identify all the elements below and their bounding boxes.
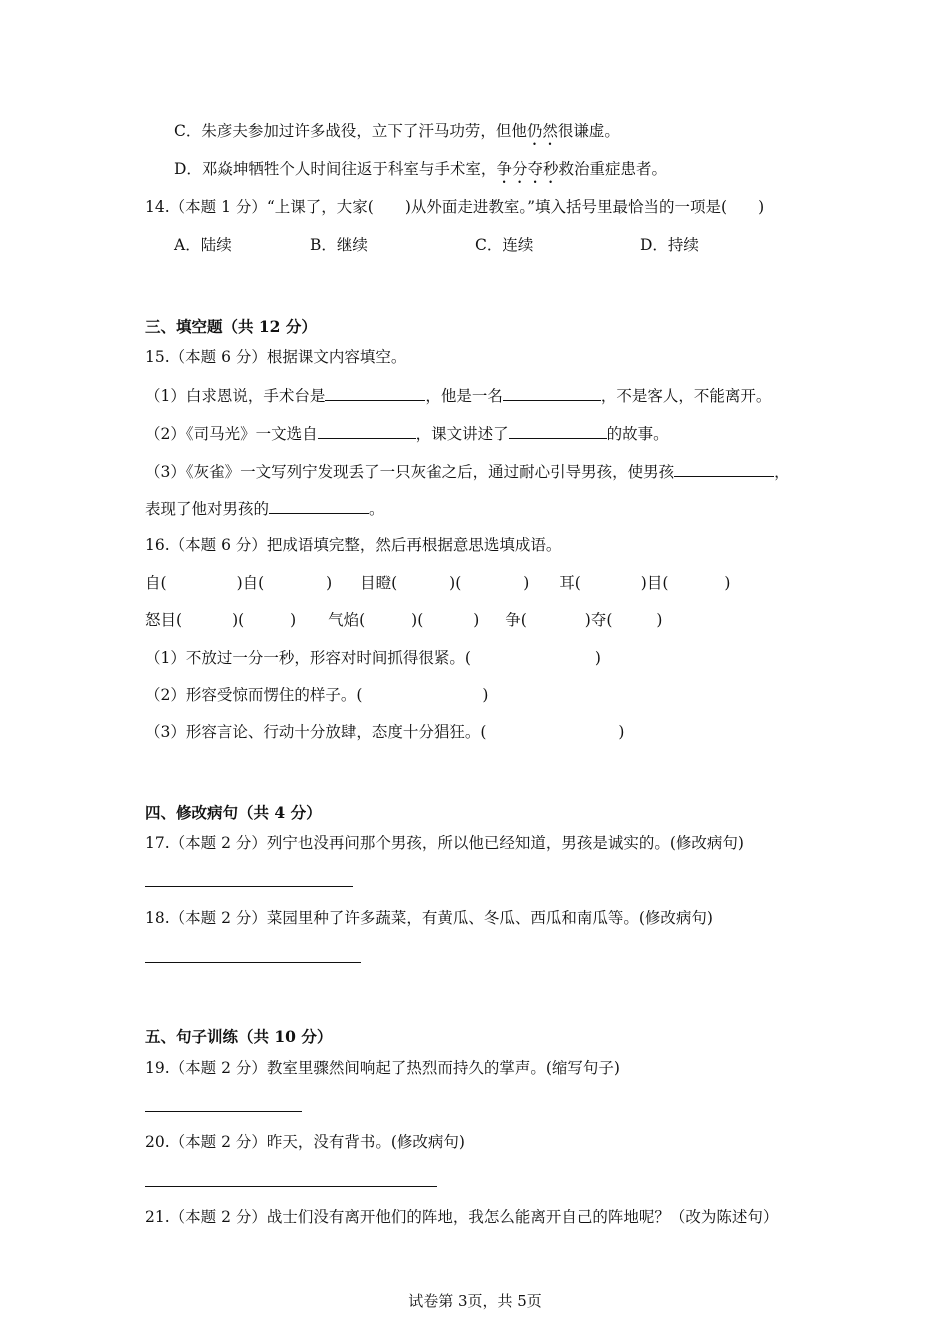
q15-part-3-blank-1[interactable] [674, 460, 774, 477]
q17-answer-line[interactable] [145, 886, 353, 887]
q16-idiom-4-part-b: )( [232, 611, 245, 629]
q16-meaning-3 [145, 721, 624, 743]
q20-stem: 20.（本题 2 分）昨天，没有背书。(修改病句) [145, 1133, 465, 1151]
q16-idiom-5-part-a: 气焰( [328, 611, 366, 629]
q19-answer-line[interactable] [145, 1111, 302, 1112]
q16-idiom-2-part-a: 目瞪( [360, 574, 398, 592]
section-5-title: 五、句子训练（共 10 分） [145, 1027, 333, 1046]
q15-part-3-text-a: （3）《灰雀》一文写列宁发现丢了一只灰雀之后，通过耐心引导男孩，使男孩 [145, 463, 675, 481]
q19-stem: 19.（本题 2 分）教室里骤然间响起了热烈而持久的掌声。(缩写句子) [145, 1059, 620, 1077]
q16-meaning-2-close: ) [482, 686, 489, 704]
q15-part-3-text-d: 。 [369, 500, 385, 518]
q16-meaning-3-close: ) [618, 723, 625, 741]
q16-idiom-1-part-b: )自( [236, 574, 265, 592]
q14-option-b[interactable]: B．继续 [310, 236, 368, 254]
q13-option-d-text-before: D．邓焱坤牺牲个人时间往返于科室与手术室， [174, 160, 497, 178]
q16-meaning-2-text: （2）形容受惊而愣住的样子。( [145, 686, 363, 704]
q16-idiom-1-part-a: 自( [145, 574, 167, 592]
q14-stem: 14.（本题 1 分）“上课了，大家( )从外面走进教室。”填入括号里最恰当的一项是( ) [145, 198, 765, 216]
q16-idiom-5-part-c: ) [473, 611, 480, 629]
q15-part-2-text-c: 的故事。 [606, 425, 669, 443]
q18-stem: 18.（本题 2 分）菜园里种了许多蔬菜，有黄瓜、冬瓜、西瓜和南瓜等。(修改病句) [145, 909, 713, 927]
q15-part-3-text-b: ， [774, 463, 790, 481]
page-footer: 试卷第 3页，共 5页 [408, 1292, 542, 1310]
q16-meaning-1-text: （1）不放过一分一秒，形容对时间抓得很紧。( [145, 649, 471, 667]
q15-part-1-blank-1[interactable] [325, 384, 425, 401]
section-3-title: 三、填空题（共 12 分） [145, 317, 317, 336]
q15-part-2 [145, 422, 669, 445]
q14-option-a[interactable]: A．陆续 [174, 236, 232, 254]
q16-idiom-5[interactable] [323, 611, 484, 629]
q13-option-c [174, 120, 620, 149]
q15-part-1-text-b: ，他是一名 [425, 387, 503, 405]
q15-part-2-text-a: （2）《司马光》一文选自 [145, 425, 318, 443]
q16-idiom-3-part-c: ) [724, 574, 731, 592]
q15-part-1-text-c: ，不是客人，不能离开。 [600, 387, 772, 405]
q15-stem: 15.（本题 6 分）根据课文内容填空。 [145, 348, 407, 366]
q16-idiom-1[interactable] [145, 574, 337, 592]
q16-idiom-2[interactable] [355, 574, 534, 592]
q15-part-1-blank-2[interactable] [503, 384, 601, 401]
q16-idiom-row-2 [145, 609, 662, 631]
q13-option-d-text-after: 救治重症患者。 [558, 160, 667, 178]
q20-answer-line[interactable] [145, 1186, 437, 1187]
q16-idiom-2-part-c: ) [523, 574, 530, 592]
q21-stem: 21.（本题 2 分）战士们没有离开他们的阵地，我怎么能离开自己的阵地呢？（改为陈述句） [145, 1208, 779, 1226]
q16-idiom-3[interactable] [554, 574, 730, 592]
q16-idiom-2-part-b: )( [449, 574, 462, 592]
q13-option-d [174, 158, 667, 187]
q15-part-2-blank-1[interactable] [318, 422, 416, 439]
q15-part-3-line-2 [145, 497, 385, 520]
q13-option-c-text-after: 很谦虚。 [557, 122, 620, 140]
q16-idiom-6-part-a: 争( [505, 611, 527, 629]
q16-meaning-3-text: （3）形容言论、行动十分放肆，态度十分猖狂。( [145, 723, 487, 741]
q15-part-3-line-1 [145, 460, 790, 483]
q17-stem: 17.（本题 2 分）列宁也没再问那个男孩，所以他已经知道，男孩是诚实的。(修改病句) [145, 834, 744, 852]
q16-idiom-6-part-c: ) [656, 611, 663, 629]
q14-option-c[interactable]: C．连续 [475, 236, 534, 254]
q16-idiom-4[interactable] [145, 611, 301, 629]
q16-idiom-3-part-a: 耳( [559, 574, 581, 592]
q16-idiom-3-part-b: )目( [640, 574, 669, 592]
q14-option-d[interactable]: D．持续 [640, 236, 699, 254]
section-4-title: 四、修改病句（共 4 分） [145, 803, 322, 822]
q16-idiom-6-part-b: )夺( [584, 611, 613, 629]
q16-idiom-4-part-c: ) [290, 611, 297, 629]
q16-meaning-1 [145, 647, 601, 669]
q16-idiom-row-1 [145, 572, 730, 594]
q16-meaning-2 [145, 684, 488, 706]
q16-meaning-1-close: ) [594, 649, 601, 667]
q15-part-1 [145, 384, 771, 407]
q15-part-2-text-b: ，课文讲述了 [415, 425, 509, 443]
q16-idiom-5-part-b: )( [411, 611, 424, 629]
q13-option-c-dotted-word: 仍然 [526, 122, 558, 140]
q16-idiom-4-part-a: 怒目( [145, 611, 183, 629]
q13-option-c-text-before: C．朱彦夫参加过许多战役，立下了汗马功劳，但他 [174, 122, 527, 140]
q15-part-2-blank-2[interactable] [509, 422, 607, 439]
q16-idiom-1-part-c: ) [326, 574, 333, 592]
q16-stem: 16.（本题 6 分）把成语填完整，然后再根据意思选填成语。 [145, 536, 562, 554]
q15-part-3-blank-2[interactable] [269, 497, 369, 514]
q15-part-1-text-a: （1）白求恩说，手术台是 [145, 387, 326, 405]
q13-option-d-dotted-word: 争分夺秒 [496, 160, 559, 178]
q16-idiom-6[interactable] [500, 611, 662, 629]
q18-answer-line[interactable] [145, 962, 361, 963]
q15-part-3-text-c: 表现了他对男孩的 [145, 500, 270, 518]
